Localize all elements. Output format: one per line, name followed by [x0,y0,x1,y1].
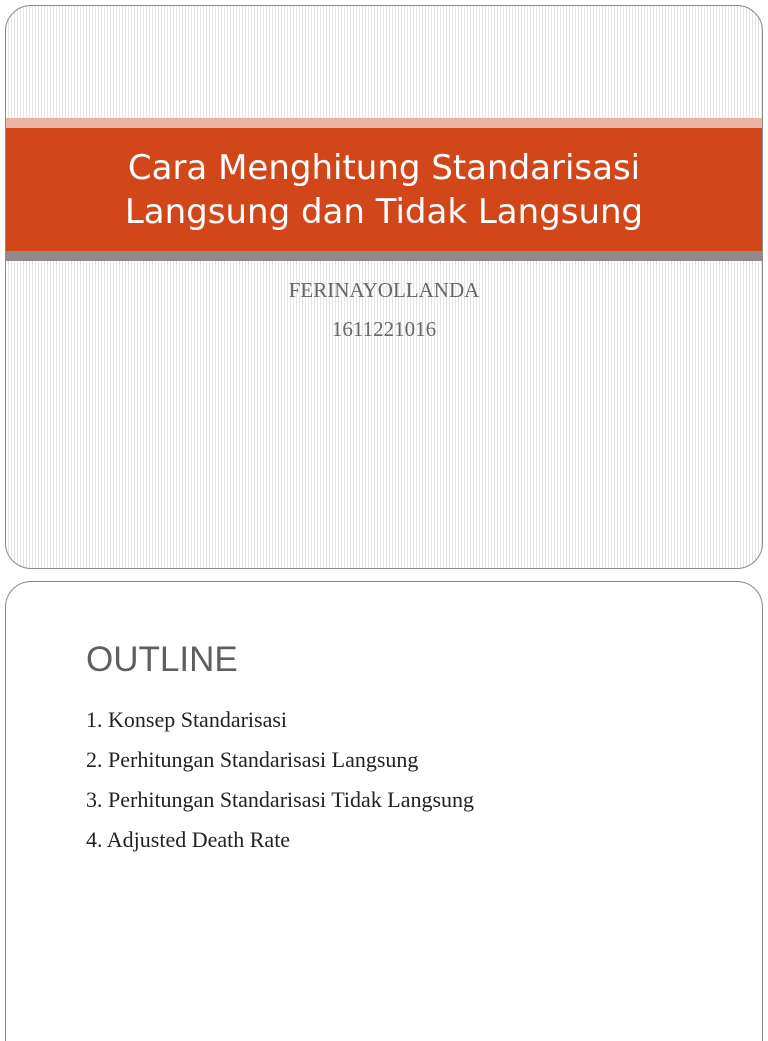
slide-title: Cara Menghitung Standarisasi Langsung dan Tidak Langsung [124,147,644,232]
title-band [6,128,762,251]
outline-list [86,700,474,860]
outline-heading: OUTLINE [86,640,238,679]
accent-stripe-bottom [6,251,762,261]
outline-item: 3. Perhitungan Standarisasi Tidak Langsung [86,787,475,812]
student-id: 1611221016 [331,317,437,341]
title-slide [5,5,763,569]
author-name: FERINAYOLLANDA [288,278,480,302]
outline-item: 2. Perhitungan Standarisasi Langsung [86,747,419,772]
outline-item: 1. Konsep Standarisasi [86,707,288,732]
outline-item: 4. Adjusted Death Rate [86,827,291,852]
accent-stripe-top [6,118,762,128]
outline-slide [5,581,763,1041]
